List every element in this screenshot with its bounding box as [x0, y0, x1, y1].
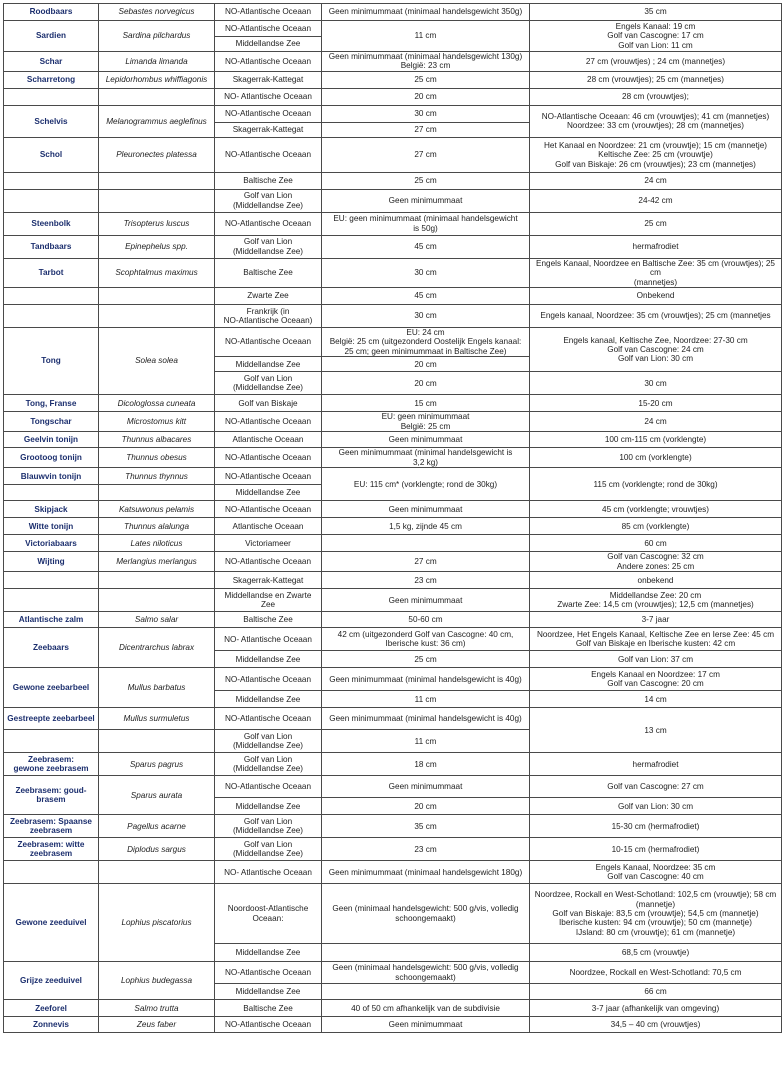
table-row [4, 137, 782, 172]
region-cell: NO-Atlantische Oceaan [215, 708, 322, 730]
minimum-size-cell: Geen minimummaat (minimal handelsgewicht is 3,2 kg) [322, 448, 530, 468]
maturity-size-cell: 15-20 cm [530, 395, 782, 412]
minimum-size-cell: Geen minimummaat [322, 432, 530, 448]
table-row [4, 448, 782, 468]
maturity-size-cell: 24 cm [530, 172, 782, 189]
table-row [4, 501, 782, 518]
minimum-size-cell: 25 cm [322, 651, 530, 668]
latin-name-cell: Solea solea [99, 328, 215, 395]
region-cell: Frankrijk (in NO-Atlantische Oceaan) [215, 305, 322, 328]
maturity-size-cell: 100 cm-115 cm (vorklengte) [530, 432, 782, 448]
region-cell: NO-Atlantische Oceaan [215, 52, 322, 72]
species-name-cell [4, 88, 99, 105]
region-cell: Golf van Lion (Middellandse Zee) [215, 189, 322, 212]
latin-name-cell [99, 589, 215, 612]
maturity-size-cell: hermafrodiet [530, 753, 782, 776]
latin-name-cell [99, 305, 215, 328]
species-name-cell [4, 172, 99, 189]
maturity-size-cell: 100 cm (vorklengte) [530, 448, 782, 468]
latin-name-cell [99, 861, 215, 884]
maturity-size-cell: NO-Atlantische Oceaan: 46 cm (vrouwtjes); 41 cm (mannetjes) Noordzee: 33 cm (vrouwtjes); 28 cm (mannetjes) [530, 105, 782, 137]
latin-name-cell: Thunnus albacares [99, 432, 215, 448]
region-cell: Golf van Lion (Middellandse Zee) [215, 235, 322, 258]
table-row [4, 518, 782, 535]
table-row [4, 861, 782, 884]
region-cell: NO-Atlantische Oceaan [215, 552, 322, 572]
maturity-size-cell: 66 cm [530, 984, 782, 1000]
region-cell: Golf van Lion (Middellandse Zee) [215, 838, 322, 861]
minimum-size-cell: 30 cm [322, 258, 530, 287]
maturity-size-cell: Golf van Lion: 37 cm [530, 651, 782, 668]
region-cell: Middellandse Zee [215, 691, 322, 708]
species-name-cell [4, 730, 99, 753]
region-cell: NO-Atlantische Oceaan [215, 105, 322, 122]
minimum-size-cell: 11 cm [322, 730, 530, 753]
latin-name-cell [99, 572, 215, 589]
species-name-cell: Scharretong [4, 71, 99, 88]
table-row [4, 189, 782, 212]
species-name-cell: Atlantische zalm [4, 612, 99, 628]
minimum-size-cell: 30 cm [322, 305, 530, 328]
minimum-size-cell: Geen (minimaal handelsgewicht: 500 g/vis, volledig schoongemaakt) [322, 884, 530, 944]
maturity-size-cell: 10-15 cm (hermafrodiet) [530, 838, 782, 861]
region-cell: NO-Atlantische Oceaan [215, 448, 322, 468]
species-name-cell [4, 572, 99, 589]
minimum-size-cell: 25 cm [322, 71, 530, 88]
region-cell: Middellandse Zee [215, 944, 322, 962]
latin-name-cell [99, 288, 215, 305]
species-name-cell: Gewone zeebarbeel [4, 668, 99, 708]
minimum-size-cell: Geen minimummaat [322, 589, 530, 612]
table-row [4, 412, 782, 432]
region-cell: Golf van Lion (Middellandse Zee) [215, 753, 322, 776]
table-row [4, 71, 782, 88]
table-row [4, 838, 782, 861]
minimum-size-cell: 1,5 kg, zijnde 45 cm [322, 518, 530, 535]
latin-name-cell [99, 189, 215, 212]
latin-name-cell: Thunnus obesus [99, 448, 215, 468]
table-body [4, 4, 782, 1033]
region-cell: NO-Atlantische Oceaan [215, 468, 322, 485]
latin-name-cell: Zeus faber [99, 1017, 215, 1033]
maturity-size-cell: hermafrodiet [530, 235, 782, 258]
minimum-size-cell: 20 cm [322, 798, 530, 815]
maturity-size-cell: 3-7 jaar (afhankelijk van omgeving) [530, 1000, 782, 1017]
table-row [4, 535, 782, 552]
maturity-size-cell: Engels kanaal, Keltische Zee, Noordzee: 27-30 cm Golf van Cascogne: 24 cm Golf van Lion: 30 cm [530, 328, 782, 372]
species-name-cell: Schar [4, 52, 99, 72]
maturity-size-cell: 14 cm [530, 691, 782, 708]
species-name-cell: Tarbot [4, 258, 99, 287]
region-cell: Middellandse Zee [215, 984, 322, 1000]
region-cell: Baltische Zee [215, 258, 322, 287]
species-name-cell: Zeebrasem: witte zeebrasem [4, 838, 99, 861]
latin-name-cell: Dicologlossa cuneata [99, 395, 215, 412]
species-name-cell: Tandbaars [4, 235, 99, 258]
minimum-size-cell: 27 cm [322, 137, 530, 172]
species-name-cell: Schol [4, 137, 99, 172]
minimum-size-cell: EU: geen minimummaat (minimaal handelsgewicht is 50g) [322, 212, 530, 235]
species-name-cell: Witte tonijn [4, 518, 99, 535]
minimum-size-cell: 45 cm [322, 288, 530, 305]
species-name-cell: Geelvin tonijn [4, 432, 99, 448]
species-name-cell: Zeeforel [4, 1000, 99, 1017]
species-name-cell: Roodbaars [4, 4, 99, 21]
maturity-size-cell: 115 cm (vorklengte; rond de 30kg) [530, 468, 782, 501]
region-cell: NO-Atlantische Oceaan [215, 328, 322, 357]
maturity-size-cell: 27 cm (vrouwtjes) ; 24 cm (mannetjes) [530, 52, 782, 72]
minimum-size-cell: 27 cm [322, 552, 530, 572]
page [3, 3, 781, 1033]
latin-name-cell: Epinephelus spp. [99, 235, 215, 258]
species-name-cell: Tong, Franse [4, 395, 99, 412]
species-name-cell [4, 305, 99, 328]
latin-name-cell: Lophius budegassa [99, 962, 215, 1000]
region-cell: NO-Atlantische Oceaan [215, 137, 322, 172]
table-row [4, 468, 782, 485]
species-name-cell: Gewone zeeduivel [4, 884, 99, 962]
region-cell: NO-Atlantische Oceaan [215, 1017, 322, 1033]
maturity-size-cell: 35 cm [530, 4, 782, 21]
latin-name-cell: Katsuwonus pelamis [99, 501, 215, 518]
minimum-size-cell: 40 of 50 cm afhankelijk van de subdivisie [322, 1000, 530, 1017]
species-name-cell: Tongschar [4, 412, 99, 432]
maturity-size-cell: Noordzee, Het Engels Kanaal, Keltische Zee en Ierse Zee: 45 cm Golf van Biskaje en Iberische kusten: 42 cm [530, 628, 782, 651]
region-cell: NO- Atlantische Oceaan [215, 861, 322, 884]
region-cell: Middellandse Zee [215, 651, 322, 668]
species-name-cell: Skipjack [4, 501, 99, 518]
table-row [4, 258, 782, 287]
maturity-size-cell: 28 cm (vrouwtjes); 25 cm (mannetjes) [530, 71, 782, 88]
minimum-size-cell: 35 cm [322, 815, 530, 838]
table-row [4, 432, 782, 448]
region-cell: Skagerrak-Kattegat [215, 71, 322, 88]
region-cell: Atlantische Oceaan [215, 432, 322, 448]
latin-name-cell: Salmo salar [99, 612, 215, 628]
maturity-size-cell: 68,5 cm (vrouwtje) [530, 944, 782, 962]
table-row [4, 589, 782, 612]
minimum-size-cell: 15 cm [322, 395, 530, 412]
maturity-size-cell: 34,5 – 40 cm (vrouwtjes) [530, 1017, 782, 1033]
latin-name-cell: Scophtalmus maximus [99, 258, 215, 287]
species-name-cell: Blauwvin tonijn [4, 468, 99, 485]
region-cell: Noordoost-Atlantische Oceaan: [215, 884, 322, 944]
table-row [4, 612, 782, 628]
latin-name-cell: Sebastes norvegicus [99, 4, 215, 21]
table-row [4, 328, 782, 357]
minimum-size-cell: Geen minimummaat (minimal handelsgewicht is 40g) [322, 668, 530, 691]
minimum-size-cell: Geen minimummaat [322, 1017, 530, 1033]
species-name-cell [4, 288, 99, 305]
latin-name-cell: Lophius piscatorius [99, 884, 215, 962]
latin-name-cell: Lepidorhombus whiffiagonis [99, 71, 215, 88]
minimum-size-cell: Geen minimummaat (minimaal handelsgewicht 350g) [322, 4, 530, 21]
region-cell: Middellandse Zee [215, 798, 322, 815]
minimum-size-cell: 25 cm [322, 172, 530, 189]
region-cell: NO-Atlantische Oceaan [215, 962, 322, 984]
minimum-size-cell: Geen minimummaat [322, 501, 530, 518]
latin-name-cell: Thunnus thynnus [99, 468, 215, 485]
latin-name-cell: Melanogrammus aeglefinus [99, 105, 215, 137]
maturity-size-cell: Noordzee, Rockall en West-Schotland: 70,5 cm [530, 962, 782, 984]
region-cell: Skagerrak-Kattegat [215, 122, 322, 137]
maturity-size-cell: 15-30 cm (hermafrodiet) [530, 815, 782, 838]
latin-name-cell [99, 88, 215, 105]
minimum-size-cell: 18 cm [322, 753, 530, 776]
latin-name-cell: Diplodus sargus [99, 838, 215, 861]
latin-name-cell: Mullus barbatus [99, 668, 215, 708]
fish-size-table [3, 3, 782, 1033]
minimum-size-cell: Geen minimummaat (minimal handelsgewicht is 40g) [322, 708, 530, 730]
latin-name-cell: Lates niloticus [99, 535, 215, 552]
minimum-size-cell: Geen (minimaal handelsgewicht: 500 g/vis, volledig schoongemaakt) [322, 962, 530, 984]
species-name-cell: Grijze zeeduivel [4, 962, 99, 1000]
table-row [4, 628, 782, 651]
minimum-size-cell [322, 984, 530, 1000]
minimum-size-cell: 23 cm [322, 572, 530, 589]
latin-name-cell [99, 172, 215, 189]
species-name-cell: Schelvis [4, 105, 99, 137]
region-cell: NO-Atlantische Oceaan [215, 668, 322, 691]
region-cell: Atlantische Oceaan [215, 518, 322, 535]
latin-name-cell [99, 730, 215, 753]
species-name-cell [4, 485, 99, 501]
minimum-size-cell: 23 cm [322, 838, 530, 861]
region-cell: Zwarte Zee [215, 288, 322, 305]
minimum-size-cell: 20 cm [322, 357, 530, 372]
minimum-size-cell: Geen minimummaat [322, 189, 530, 212]
latin-name-cell [99, 485, 215, 501]
table-row [4, 884, 782, 944]
minimum-size-cell: 42 cm (uitgezonderd Golf van Cascogne: 40 cm, Iberische kust: 36 cm) [322, 628, 530, 651]
species-name-cell [4, 189, 99, 212]
region-cell: Skagerrak-Kattegat [215, 572, 322, 589]
table-row [4, 668, 782, 691]
latin-name-cell: Thunnus alalunga [99, 518, 215, 535]
region-cell: Golf van Lion (Middellandse Zee) [215, 372, 322, 395]
table-row [4, 753, 782, 776]
maturity-size-cell: Het Kanaal en Noordzee: 21 cm (vrouwtje); 15 cm (mannetje) Keltische Zee: 25 cm (vrouwtje) Golf van Biskaje: 26 cm (vrouwtjes); 23 cm (mannetjes) [530, 137, 782, 172]
latin-name-cell: Salmo trutta [99, 1000, 215, 1017]
minimum-size-cell [322, 944, 530, 962]
region-cell: Golf van Biskaje [215, 395, 322, 412]
region-cell: NO-Atlantische Oceaan [215, 776, 322, 798]
region-cell: Middellandse Zee [215, 357, 322, 372]
maturity-size-cell: onbekend [530, 572, 782, 589]
table-row [4, 1000, 782, 1017]
region-cell: NO-Atlantische Oceaan [215, 212, 322, 235]
region-cell: Middellandse en Zwarte Zee [215, 589, 322, 612]
species-name-cell [4, 861, 99, 884]
region-cell: NO- Atlantische Oceaan [215, 628, 322, 651]
table-row [4, 235, 782, 258]
species-name-cell: Steenbolk [4, 212, 99, 235]
region-cell: NO-Atlantische Oceaan [215, 4, 322, 21]
table-row [4, 572, 782, 589]
table-row [4, 172, 782, 189]
latin-name-cell: Pagellus acarne [99, 815, 215, 838]
table-row [4, 552, 782, 572]
species-name-cell: Grootoog tonijn [4, 448, 99, 468]
latin-name-cell: Trisopterus luscus [99, 212, 215, 235]
minimum-size-cell: EU: 24 cm België: 25 cm (uitgezonderd Oostelijk Engels kanaal: 25 cm; geen minimummaat in Baltische Zee) [322, 328, 530, 357]
latin-name-cell: Sparus pagrus [99, 753, 215, 776]
species-name-cell: Zeebrasem: goud- brasem [4, 776, 99, 815]
region-cell: Baltische Zee [215, 172, 322, 189]
region-cell: Victoriameer [215, 535, 322, 552]
maturity-size-cell: 30 cm [530, 372, 782, 395]
maturity-size-cell: Noordzee, Rockall en West-Schotland: 102,5 cm (vrouwtje); 58 cm (mannetje) Golf van Biskaje: 83,5 cm (vrouwtje); 54,5 cm (mannetje) Iberische kusten: 94 cm (vrouwtje); 50 cm (mannetje) IJsland: 80 cm (vrouwtje); 61 cm (mannetje) [530, 884, 782, 944]
maturity-size-cell: Middellandse Zee: 20 cm Zwarte Zee: 14,5 cm (vrouwtjes); 12,5 cm (mannetjes) [530, 589, 782, 612]
maturity-size-cell: 85 cm (vorklengte) [530, 518, 782, 535]
table-row [4, 1017, 782, 1033]
maturity-size-cell: Engels Kanaal en Noordzee: 17 cm Golf van Cascogne: 20 cm [530, 668, 782, 691]
latin-name-cell: Sardina pilchardus [99, 21, 215, 52]
maturity-size-cell: 45 cm (vorklengte; vrouwtjes) [530, 501, 782, 518]
table-row [4, 305, 782, 328]
species-name-cell: Zeebrasem: gewone zeebrasem [4, 753, 99, 776]
maturity-size-cell: Engels Kanaal, Noordzee en Baltische Zee: 35 cm (vrouwtjes); 25 cm (mannetjes) [530, 258, 782, 287]
species-name-cell [4, 589, 99, 612]
region-cell: Baltische Zee [215, 612, 322, 628]
region-cell: Baltische Zee [215, 1000, 322, 1017]
latin-name-cell: Dicentrarchus labrax [99, 628, 215, 668]
table-row [4, 962, 782, 984]
minimum-size-cell: EU: geen minimummaat België: 25 cm [322, 412, 530, 432]
latin-name-cell: Microstomus kitt [99, 412, 215, 432]
minimum-size-cell: Geen minimummaat (minimaal handelsgewicht 180g) [322, 861, 530, 884]
table-row [4, 776, 782, 798]
table-row [4, 395, 782, 412]
maturity-size-cell: 25 cm [530, 212, 782, 235]
region-cell: Golf van Lion (Middellandse Zee) [215, 815, 322, 838]
minimum-size-cell: 27 cm [322, 122, 530, 137]
maturity-size-cell: 3-7 jaar [530, 612, 782, 628]
table-row [4, 105, 782, 122]
region-cell: Middellandse Zee [215, 485, 322, 501]
minimum-size-cell: 50-60 cm [322, 612, 530, 628]
table-row [4, 815, 782, 838]
maturity-size-cell: Onbekend [530, 288, 782, 305]
maturity-size-cell: Engels Kanaal: 19 cm Golf van Cascogne: 17 cm Golf van Lion: 11 cm [530, 21, 782, 52]
minimum-size-cell: EU: 115 cm* (vorklengte; rond de 30kg) [322, 468, 530, 501]
maturity-size-cell: Engels kanaal, Noordzee: 35 cm (vrouwtjes); 25 cm (mannetjes [530, 305, 782, 328]
region-cell: Golf van Lion (Middellandse Zee) [215, 730, 322, 753]
species-name-cell: Zonnevis [4, 1017, 99, 1033]
minimum-size-cell: 20 cm [322, 88, 530, 105]
minimum-size-cell: 20 cm [322, 372, 530, 395]
region-cell: NO- Atlantische Oceaan [215, 88, 322, 105]
maturity-size-cell: 24-42 cm [530, 189, 782, 212]
minimum-size-cell: 45 cm [322, 235, 530, 258]
species-name-cell: Zeebaars [4, 628, 99, 668]
maturity-size-cell: Golf van Cascogne: 27 cm [530, 776, 782, 798]
table-row [4, 708, 782, 730]
region-cell: Middellandse Zee [215, 37, 322, 52]
minimum-size-cell: 11 cm [322, 691, 530, 708]
table-row [4, 212, 782, 235]
species-name-cell: Gestreepte zeebarbeel [4, 708, 99, 730]
table-row [4, 288, 782, 305]
region-cell: NO-Atlantische Oceaan [215, 21, 322, 37]
table-row [4, 52, 782, 72]
maturity-size-cell: Golf van Lion: 30 cm [530, 798, 782, 815]
table-row [4, 4, 782, 21]
species-name-cell: Wijting [4, 552, 99, 572]
maturity-size-cell: Golf van Cascogne: 32 cm Andere zones: 25 cm [530, 552, 782, 572]
minimum-size-cell: 30 cm [322, 105, 530, 122]
minimum-size-cell [322, 535, 530, 552]
table-row [4, 88, 782, 105]
species-name-cell: Victoriabaars [4, 535, 99, 552]
species-name-cell: Zeebrasem: Spaanse zeebrasem [4, 815, 99, 838]
latin-name-cell: Merlangius merlangus [99, 552, 215, 572]
region-cell: NO-Atlantische Oceaan [215, 501, 322, 518]
minimum-size-cell: 11 cm [322, 21, 530, 52]
latin-name-cell: Mullus surmuletus [99, 708, 215, 730]
maturity-size-cell: 24 cm [530, 412, 782, 432]
maturity-size-cell: 28 cm (vrouwtjes); [530, 88, 782, 105]
maturity-size-cell: 13 cm [530, 708, 782, 753]
table-row [4, 21, 782, 37]
latin-name-cell: Limanda limanda [99, 52, 215, 72]
region-cell: NO-Atlantische Oceaan [215, 412, 322, 432]
latin-name-cell: Pleuronectes platessa [99, 137, 215, 172]
species-name-cell: Tong [4, 328, 99, 395]
latin-name-cell: Sparus aurata [99, 776, 215, 815]
minimum-size-cell: Geen minimummaat [322, 776, 530, 798]
minimum-size-cell: Geen minimummaat (minimaal handelsgewicht 130g) België: 23 cm [322, 52, 530, 72]
species-name-cell: Sardien [4, 21, 99, 52]
maturity-size-cell: Engels Kanaal, Noordzee: 35 cm Golf van Cascogne: 40 cm [530, 861, 782, 884]
maturity-size-cell: 60 cm [530, 535, 782, 552]
